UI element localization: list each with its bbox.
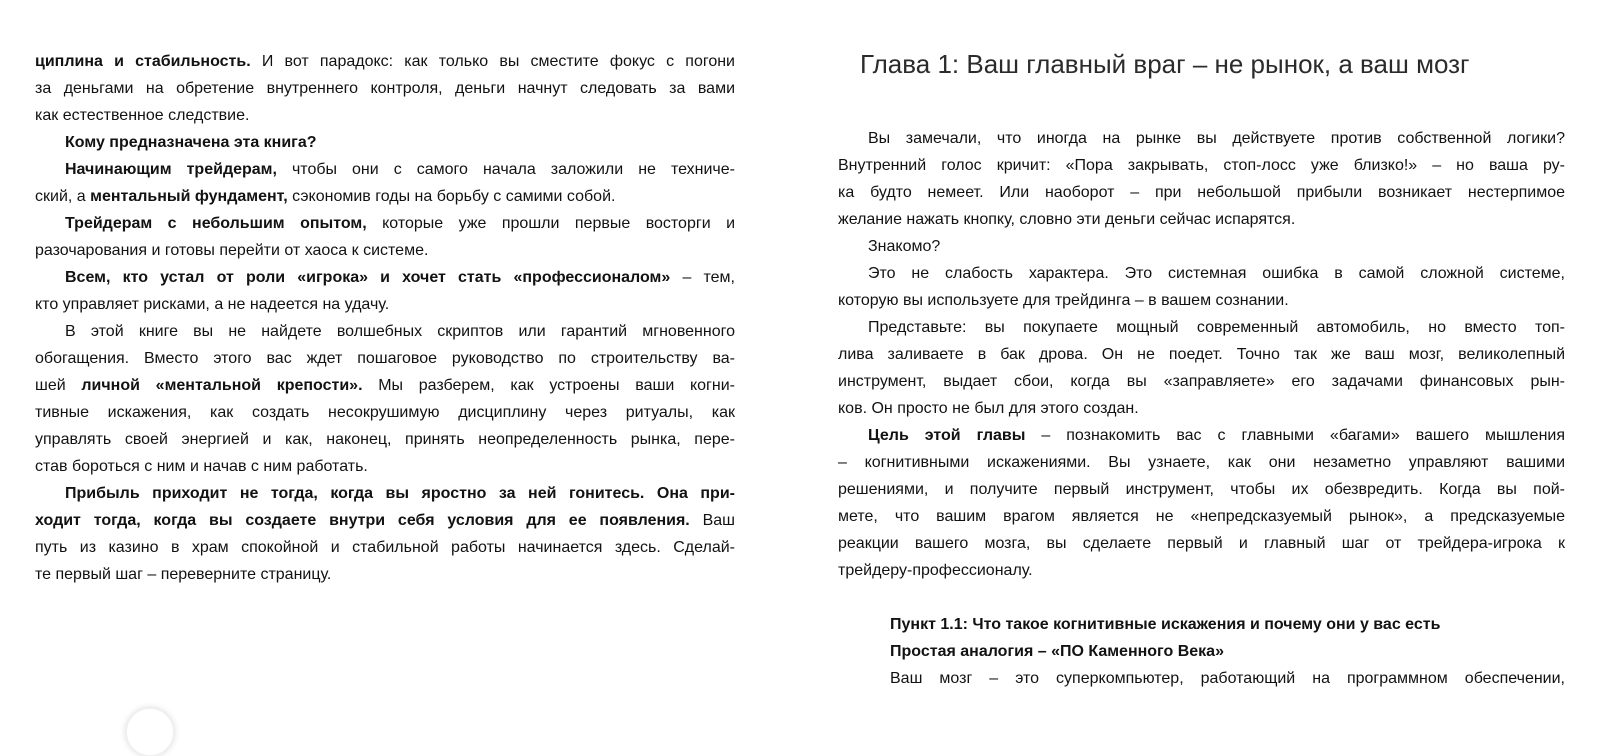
bold-text-segment: Всем, кто устал от роли «игрока» и хочет стать «профессионалом» (65, 269, 671, 286)
text-line (35, 561, 735, 588)
text-line (838, 206, 1565, 233)
text-line (35, 129, 735, 156)
text-line (838, 476, 1565, 503)
text-segment: Внутренний голос кричит: «Пора закрывать, стоп-лосс уже близко!» – но ваша ру- (838, 157, 1565, 174)
text-segment: В этой книге вы не найдете волшебных скриптов или гарантий мгновенного (65, 323, 735, 340)
text-line (35, 264, 735, 291)
bold-text-segment: Кому предназначена эта книга? (65, 134, 317, 151)
text-segment: желание нажать кнопку, словно эти деньги сейчас испарятся. (838, 211, 1296, 228)
text-line (35, 480, 735, 507)
text-segment: став бороться с ним и начав с ним работать. (35, 458, 368, 475)
text-segment: путь из казино в храм спокойной и стабильной работы начинается здесь. Сделай- (35, 539, 735, 556)
text-line (838, 665, 1565, 692)
text-line (35, 453, 735, 480)
bold-text-segment: Простая аналогия – «ПО Каменного Века» (890, 643, 1224, 660)
text-segment: мете, что вашим врагом является не «непредсказуемый рынок», а предсказуемые (838, 508, 1565, 525)
text-segment: тивные искажения, как создать несокрушимую дисциплину через ритуалы, как (35, 404, 735, 421)
text-line (35, 237, 735, 264)
text-line (35, 75, 735, 102)
text-segment: управлять своей энергией и как, наконец, принять неопределенность рынка, пере- (35, 431, 735, 448)
text-line (838, 152, 1565, 179)
text-line (838, 530, 1565, 557)
text-segment: ский, а (35, 188, 91, 205)
text-line (838, 125, 1565, 152)
text-segment: за деньгами на обретение внутреннего контроля, деньги начнут следовать за вами (35, 80, 735, 97)
bold-text-segment: Пункт 1.1: Что такое когнитивные искажения и почему они у вас есть (890, 616, 1441, 633)
text-line (35, 183, 735, 210)
text-line (35, 210, 735, 237)
text-segment: Знакомо? (868, 238, 941, 255)
text-line (838, 557, 1565, 584)
text-line (838, 233, 1565, 260)
bold-text-segment: ходит тогда, когда вы создаете внутри себя условия для ее появления. (35, 512, 690, 529)
text-segment: кто управляет рисками, а не надеется на удачу. (35, 296, 390, 313)
chapter-heading: Глава 1: Ваш главный враг – не рынок, а ваш мозг (860, 49, 1470, 79)
text-segment: разочарования и готовы перейти от хаоса к системе. (35, 242, 429, 259)
text-line (35, 399, 735, 426)
text-segment: И вот парадокс: как только вы сместите фокус с погони (250, 53, 735, 70)
bold-text-segment: Цель этой главы (868, 427, 1026, 444)
text-segment: Это не слабость характера. Это системная ошибка в самой сложной системе, (868, 265, 1565, 282)
text-line (838, 287, 1565, 314)
text-segment: те первый шаг – переверните страницу. (35, 566, 332, 583)
bold-text-segment: Трейдерам с небольшим опытом, (65, 215, 367, 232)
bold-text-segment: циплина и стабильность. (35, 53, 251, 70)
text-segment: трейдеру-профессионалу. (838, 562, 1033, 579)
text-segment: как естественное следствие. (35, 107, 250, 124)
text-line (35, 534, 735, 561)
text-segment: Ваш (689, 512, 736, 529)
text-segment: Представьте: вы покупаете мощный современный автомобиль, но вместо топ- (868, 319, 1565, 336)
text-line (35, 372, 735, 399)
text-line (35, 318, 735, 345)
text-line (838, 260, 1565, 287)
text-line (35, 291, 735, 318)
text-line (838, 503, 1565, 530)
text-line (838, 449, 1565, 476)
text-segment: чтобы они с самого начала заложили не техниче- (276, 161, 735, 178)
text-line (35, 156, 735, 183)
text-segment: реакции вашего мозга, вы сделаете первый и главный шаг от трейдера-игрока к (838, 535, 1565, 552)
text-segment: которую вы используете для трейдинга – в вашем сознании. (838, 292, 1289, 309)
text-line (838, 314, 1565, 341)
text-line (838, 395, 1565, 422)
text-line (35, 345, 735, 372)
text-segment: – тем, (670, 269, 736, 286)
text-line (838, 611, 1565, 638)
text-segment: сэкономив годы на борьбу с самими собой. (287, 188, 616, 205)
text-line (838, 638, 1565, 665)
bold-text-segment: личной «ментальной крепости». (81, 377, 363, 394)
text-segment: ка будто немеет. Или наоборот – при небольшой прибыли возникает нестерпимое (838, 184, 1565, 201)
text-line (35, 507, 735, 534)
bold-text-segment: Начинающим трейдерам, (65, 161, 277, 178)
text-segment: шей (35, 377, 82, 394)
text-segment: которые уже прошли первые восторги и (366, 215, 736, 232)
text-line (838, 179, 1565, 206)
blank-line (838, 584, 1565, 611)
text-segment: обогащения. Вместо этого вас ждет пошаговое руководство по строительству ва- (35, 350, 735, 367)
text-line (838, 422, 1565, 449)
text-segment: инструмент, выдает сбои, когда вы «заправляете» его задачами финансовых рын- (838, 373, 1565, 390)
bold-text-segment: Прибыль приходит не тогда, когда вы яростно за ней гонитесь. Она при- (65, 485, 735, 502)
scroll-top-button[interactable] (126, 708, 174, 756)
text-line (35, 426, 735, 453)
page-right-text-column (838, 125, 1565, 692)
text-segment: – познакомить вас с главными «багами» вашего мышления (1025, 427, 1566, 444)
text-segment: Мы разберем, как устроены ваши когни- (362, 377, 735, 394)
text-segment: Ваш мозг – это суперкомпьютер, работающий на программном обеспечении, (890, 670, 1565, 687)
bold-text-segment: ментальный фундамент, (90, 188, 288, 205)
text-segment: решениями, и получите первый инструмент, чтобы их обезвредить. Когда вы пой- (838, 481, 1565, 498)
page-left-text-column (35, 48, 735, 588)
text-segment: Вы замечали, что иногда на рынке вы действуете против собственной логики? (868, 130, 1565, 147)
text-line (838, 368, 1565, 395)
text-segment: лива заливаете в бак дрова. Он не поедет. Точно так же ваш мозг, великолепный (838, 346, 1565, 363)
text-line (838, 341, 1565, 368)
text-line (35, 102, 735, 129)
text-segment: – когнитивными искажениями. Вы узнаете, как они незаметно управляют вашими (838, 454, 1565, 471)
text-segment: ков. Он просто не был для этого создан. (838, 400, 1139, 417)
text-line (35, 48, 735, 75)
